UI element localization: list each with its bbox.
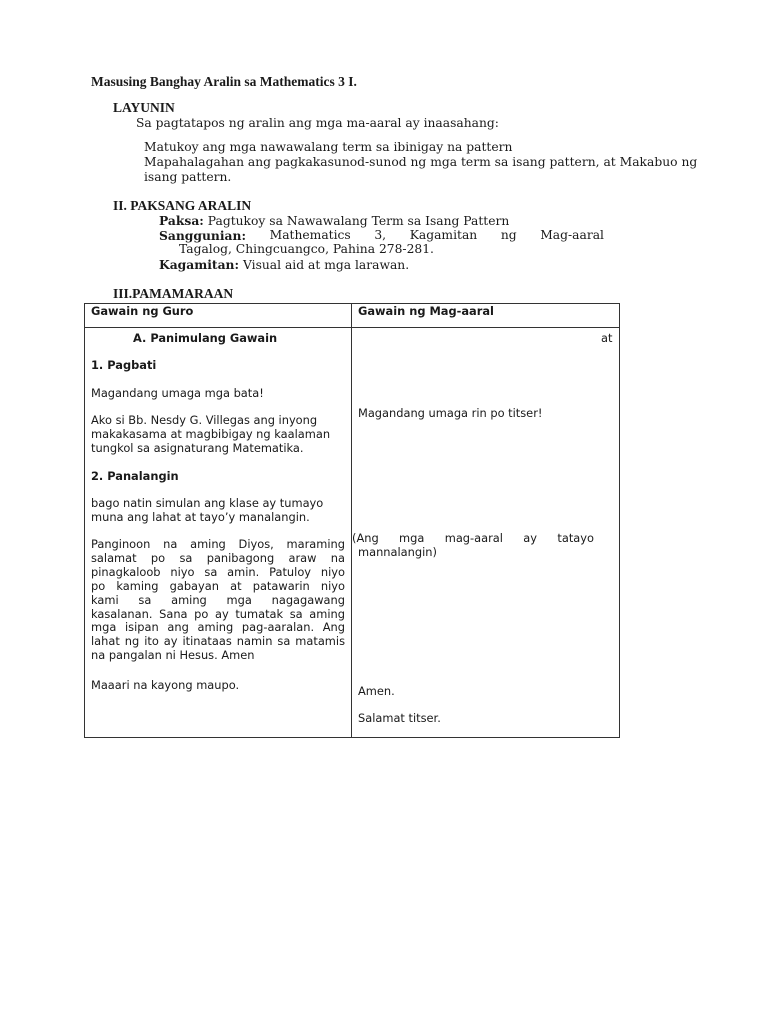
prayer-line: lahat ng ito ay itinataas namin sa matamis <box>91 634 345 649</box>
objective-2-line2: isang pattern. <box>144 170 232 184</box>
column-header-guro: Gawain ng Guro <box>91 304 194 318</box>
sanggunian-word: 3, <box>374 228 387 242</box>
table-column-divider <box>351 303 352 738</box>
student-stand-word: tatayo <box>557 531 594 545</box>
objective-1: Matukoy ang mga nawawalang term sa ibinigay na pattern <box>144 140 513 154</box>
kagamitan-row <box>159 257 409 272</box>
table-header-divider <box>84 327 620 328</box>
student-stand-line2: mannalangin) <box>358 545 437 559</box>
prayer-line: Panginoon na aming Diyos, maraming <box>91 537 345 551</box>
teacher-greeting: Magandang umaga mga bata! <box>91 386 264 400</box>
student-stand-line1 <box>352 531 594 545</box>
student-thanks: Salamat titser. <box>358 711 441 725</box>
student-stand-word: (Ang <box>352 531 379 545</box>
sanggunian-line2: Tagalog, Chingcuangco, Pahina 278-281. <box>179 242 434 256</box>
teacher-intro-line: Ako si Bb. Nesdy G. Villegas ang inyong <box>91 413 318 427</box>
teacher-intro <box>91 413 345 455</box>
pagbati-heading: 1. Pagbati <box>91 358 157 372</box>
objective-2-line1: Mapahalagahan ang pagkakasunod-sunod ng mga term sa isang pattern, at Makabuo ng <box>144 155 698 169</box>
teacher-intro-line: tungkol sa asignaturang Matematika. <box>91 441 304 455</box>
panalangin-intro-line: muna ang lahat at tayo’y manalangin. <box>91 510 310 524</box>
prayer-line: mga isipan ang aming pag-aaralan. Ang <box>91 620 345 635</box>
student-stand-word: ay <box>523 531 538 545</box>
sanggunian-row <box>159 228 604 243</box>
sanggunian-word: Mag-aaral <box>540 228 604 242</box>
section-panimulang-gawain: A. Panimulang Gawain <box>133 331 278 345</box>
prayer-line: salamat po sa panibagong araw na <box>91 550 345 565</box>
prayer-line: pinagkaloob niyo sa amin. Patuloy niyo <box>91 564 345 579</box>
student-amen: Amen. <box>358 684 395 698</box>
student-stand-word: mag-aaral <box>444 531 503 545</box>
teacher-intro-line: makakasama at magbibigay ng kaalaman <box>91 427 331 441</box>
panalangin-intro-line: bago natin simulan ang klase ay tumayo <box>91 496 324 510</box>
student-greeting-reply: Magandang umaga rin po titser! <box>358 406 543 420</box>
panalangin-intro <box>91 496 345 524</box>
teacher-closing: Maaari na kayong maupo. <box>91 678 240 692</box>
student-at: at <box>601 331 613 345</box>
sanggunian-word: Kagamitan <box>409 228 478 242</box>
paksa-label: Paksa: <box>159 213 204 228</box>
paksa-value: Pagtukoy sa Nawawalang Term sa Isang Pattern <box>207 214 510 228</box>
sanggunian-word: Mathematics <box>269 228 351 242</box>
panalangin-heading: 2. Panalangin <box>91 469 179 483</box>
prayer-line: kami sa aming mga nagagawang <box>91 592 345 607</box>
kagamitan-value: Visual aid at mga larawan. <box>242 258 410 272</box>
document-title: Masusing Banghay Aralin sa Mathematics 3 I. <box>91 74 357 89</box>
prayer-line: kasalanan. Sana po ay tumatak sa aming <box>91 606 345 621</box>
layunin-heading: LAYUNIN <box>113 100 175 115</box>
paksa-row <box>159 213 509 228</box>
prayer-line: na pangalan ni Hesus. Amen <box>91 648 255 663</box>
prayer-text <box>91 538 345 663</box>
sanggunian-word: ng <box>500 228 517 242</box>
pamamaraan-heading: III.PAMAMARAAN <box>113 286 234 301</box>
kagamitan-label: Kagamitan: <box>159 257 240 272</box>
student-stand-word: mga <box>399 531 425 545</box>
paksang-aralin-heading: II. PAKSANG ARALIN <box>113 198 252 213</box>
sanggunian-label: Sanggunian: <box>159 228 246 243</box>
layunin-intro: Sa pagtatapos ng aralin ang mga ma-aaral ay inaasahang: <box>136 116 499 130</box>
prayer-line: po kaming gabayan at patawarin niyo <box>91 578 345 593</box>
column-header-magaaral: Gawain ng Mag-aaral <box>358 304 494 318</box>
